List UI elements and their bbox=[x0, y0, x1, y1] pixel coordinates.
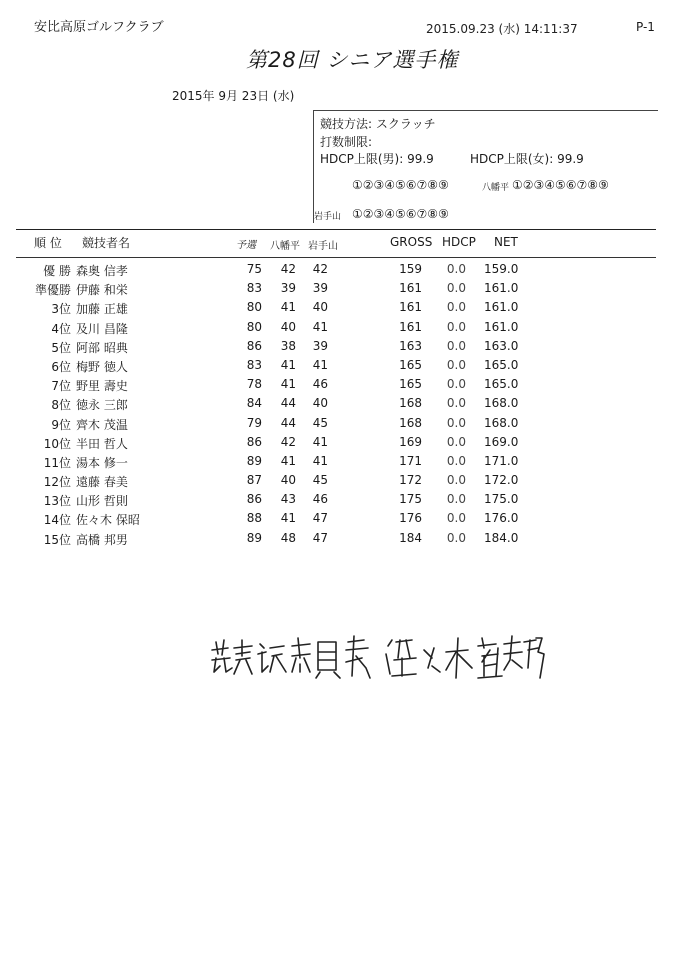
competitor-name: 佐々木 保昭 bbox=[76, 513, 140, 528]
col-gross-header: GROSS bbox=[390, 235, 433, 249]
competitor-name: 半田 哲人 bbox=[76, 436, 128, 451]
competitor-name: 徳永 三郎 bbox=[76, 398, 128, 413]
iwateyama-score: 40 bbox=[312, 300, 328, 315]
iwateyama-score: 45 bbox=[312, 415, 328, 430]
hachimantai-course-label: 八幡平 bbox=[482, 183, 510, 193]
competitor-name: 山形 哲則 bbox=[76, 494, 128, 509]
yosen-score: 83 bbox=[246, 281, 262, 296]
iwateyama-score: 40 bbox=[312, 396, 328, 411]
result-rank: 準優勝 bbox=[34, 283, 71, 298]
iwateyama-score: 45 bbox=[312, 473, 328, 488]
hdcp-value: 0.0 bbox=[446, 319, 466, 334]
table-row bbox=[0, 435, 680, 454]
signature bbox=[206, 628, 546, 702]
result-rank: 8位 bbox=[51, 398, 71, 413]
table-row bbox=[0, 300, 680, 319]
hdcp-value: 0.0 bbox=[446, 281, 466, 296]
hachimantai-score: 41 bbox=[280, 357, 296, 372]
result-rank: 6位 bbox=[51, 359, 71, 374]
handwritten-signature bbox=[206, 628, 546, 698]
hdcp-limit-male: HDCP上限(男): 99.9 bbox=[320, 152, 434, 166]
hachimantai-score: 41 bbox=[280, 300, 296, 315]
yosen-score: 86 bbox=[246, 492, 262, 507]
net-score: 161.0 bbox=[484, 319, 519, 334]
result-rank: 5位 bbox=[51, 340, 71, 355]
net-score: 168.0 bbox=[484, 396, 519, 411]
net-score: 169.0 bbox=[484, 434, 519, 449]
hachimantai-score: 40 bbox=[280, 473, 296, 488]
competitor-name: 加藤 正雄 bbox=[76, 302, 128, 317]
yosen-score: 80 bbox=[246, 300, 262, 315]
col-yosen-header: 予選 bbox=[236, 240, 256, 251]
hdcp-value: 0.0 bbox=[446, 396, 466, 411]
hole-circles-hachimantai: ①②③④⑤⑥⑦⑧⑨ bbox=[512, 178, 609, 192]
competition-method: 競技方法: スクラッチ bbox=[320, 117, 436, 131]
col-rank-header: 順 位 bbox=[34, 236, 62, 250]
page-title: 第28回 シニア選手権 bbox=[246, 48, 459, 72]
iwateyama-score: 41 bbox=[312, 319, 328, 334]
iwateyama-course-label: 岩手山 bbox=[314, 212, 342, 222]
iwateyama-score: 47 bbox=[312, 530, 328, 545]
yosen-score: 89 bbox=[246, 530, 262, 545]
net-score: 176.0 bbox=[484, 511, 519, 526]
yosen-score: 86 bbox=[246, 434, 262, 449]
gross-score: 165 bbox=[399, 377, 422, 392]
yosen-score: 80 bbox=[246, 319, 262, 334]
table-row bbox=[0, 358, 680, 377]
hole-circles-iwateyama: ①②③④⑤⑥⑦⑧⑨ bbox=[352, 207, 449, 221]
hdcp-value: 0.0 bbox=[446, 511, 466, 526]
hdcp-value: 0.0 bbox=[446, 377, 466, 392]
hachimantai-score: 42 bbox=[280, 434, 296, 449]
result-rank: 11位 bbox=[43, 455, 71, 470]
col-net-header: NET bbox=[494, 235, 518, 249]
net-score: 161.0 bbox=[484, 300, 519, 315]
hdcp-value: 0.0 bbox=[446, 357, 466, 372]
net-score: 165.0 bbox=[484, 377, 519, 392]
col-hachimantai-header: 八幡平 bbox=[270, 241, 300, 252]
result-rank: 15位 bbox=[43, 532, 71, 547]
gross-score: 168 bbox=[399, 396, 422, 411]
result-rank: 4位 bbox=[51, 321, 71, 336]
iwateyama-score: 46 bbox=[312, 377, 328, 392]
page-number: P-1 bbox=[636, 20, 655, 34]
table-row bbox=[0, 281, 680, 300]
col-iwateyama-header: 岩手山 bbox=[308, 241, 338, 252]
table-row bbox=[0, 473, 680, 492]
competitor-name: 阿部 昭典 bbox=[76, 340, 128, 355]
iwateyama-score: 41 bbox=[312, 357, 328, 372]
hachimantai-score: 41 bbox=[280, 511, 296, 526]
net-score: 171.0 bbox=[484, 453, 519, 468]
iwateyama-score: 39 bbox=[312, 281, 328, 296]
gross-score: 161 bbox=[399, 319, 422, 334]
hdcp-value: 0.0 bbox=[446, 492, 466, 507]
result-rank: 14位 bbox=[43, 513, 71, 528]
net-score: 161.0 bbox=[484, 281, 519, 296]
result-rank: 12位 bbox=[43, 475, 71, 490]
competitor-name: 遠藤 春美 bbox=[76, 475, 128, 490]
stroke-limit: 打数制限: bbox=[320, 135, 373, 149]
yosen-score: 86 bbox=[246, 338, 262, 353]
hachimantai-score: 42 bbox=[280, 262, 296, 276]
results-table bbox=[0, 262, 680, 550]
hdcp-value: 0.0 bbox=[446, 473, 466, 488]
col-hdcp-header: HDCP bbox=[442, 235, 476, 249]
net-score: 184.0 bbox=[484, 530, 519, 545]
table-row bbox=[0, 492, 680, 511]
result-rank: 7位 bbox=[51, 379, 71, 394]
net-score: 172.0 bbox=[484, 473, 519, 488]
table-row bbox=[0, 262, 680, 281]
net-score: 175.0 bbox=[484, 492, 519, 507]
yosen-score: 78 bbox=[246, 377, 262, 392]
hachimantai-score: 41 bbox=[280, 453, 296, 468]
competitor-name: 伊藤 和栄 bbox=[76, 283, 128, 298]
gross-score: 161 bbox=[399, 281, 422, 296]
table-row bbox=[0, 320, 680, 339]
iwateyama-score: 41 bbox=[312, 434, 328, 449]
competitor-name: 野里 壽史 bbox=[76, 379, 128, 394]
gross-score: 171 bbox=[399, 453, 422, 468]
competitor-name: 森奥 信孝 bbox=[76, 264, 128, 278]
table-row bbox=[0, 531, 680, 550]
gross-score: 172 bbox=[399, 473, 422, 488]
competitor-name: 高橋 邦男 bbox=[76, 532, 128, 547]
hole-circles-out: ①②③④⑤⑥⑦⑧⑨ bbox=[352, 178, 449, 192]
table-top-rule bbox=[16, 229, 656, 230]
print-timestamp: 2015.09.23 (水) 14:11:37 bbox=[426, 22, 578, 36]
yosen-score: 87 bbox=[246, 473, 262, 488]
gross-score: 176 bbox=[399, 511, 422, 526]
iwateyama-score: 42 bbox=[312, 262, 328, 276]
table-row bbox=[0, 377, 680, 396]
hdcp-value: 0.0 bbox=[446, 262, 466, 276]
hachimantai-score: 44 bbox=[280, 415, 296, 430]
gross-score: 168 bbox=[399, 415, 422, 430]
hdcp-value: 0.0 bbox=[446, 434, 466, 449]
gross-score: 163 bbox=[399, 338, 422, 353]
hachimantai-score: 39 bbox=[280, 281, 296, 296]
hdcp-value: 0.0 bbox=[446, 338, 466, 353]
gross-score: 169 bbox=[399, 434, 422, 449]
iwateyama-score: 47 bbox=[312, 511, 328, 526]
club-name: 安比高原ゴルフクラブ bbox=[34, 20, 164, 35]
result-rank: 3位 bbox=[51, 302, 71, 317]
table-row bbox=[0, 511, 680, 530]
competitor-name: 及川 昌隆 bbox=[76, 321, 128, 336]
hachimantai-score: 44 bbox=[280, 396, 296, 411]
net-score: 168.0 bbox=[484, 415, 519, 430]
result-rank: 10位 bbox=[43, 436, 71, 451]
competitor-name: 梅野 徳人 bbox=[76, 359, 128, 374]
hdcp-value: 0.0 bbox=[446, 300, 466, 315]
hachimantai-score: 48 bbox=[280, 530, 296, 545]
net-score: 165.0 bbox=[484, 357, 519, 372]
yosen-score: 84 bbox=[246, 396, 262, 411]
yosen-score: 79 bbox=[246, 415, 262, 430]
table-row bbox=[0, 454, 680, 473]
gross-score: 159 bbox=[399, 262, 422, 276]
yosen-score: 83 bbox=[246, 357, 262, 372]
competitor-name: 齊木 茂温 bbox=[76, 417, 128, 432]
header-rule bbox=[16, 257, 656, 258]
hdcp-limit-female: HDCP上限(女): 99.9 bbox=[470, 152, 584, 166]
table-row bbox=[0, 396, 680, 415]
gross-score: 184 bbox=[399, 530, 422, 545]
hdcp-value: 0.0 bbox=[446, 530, 466, 545]
yosen-score: 89 bbox=[246, 453, 262, 468]
yosen-score: 75 bbox=[246, 262, 262, 276]
gross-score: 161 bbox=[399, 300, 422, 315]
iwateyama-score: 39 bbox=[312, 338, 328, 353]
gross-score: 175 bbox=[399, 492, 422, 507]
result-rank: 9位 bbox=[51, 417, 71, 432]
iwateyama-score: 41 bbox=[312, 453, 328, 468]
table-row bbox=[0, 339, 680, 358]
result-rank: 13位 bbox=[43, 494, 71, 509]
hdcp-value: 0.0 bbox=[446, 453, 466, 468]
yosen-score: 88 bbox=[246, 511, 262, 526]
net-score: 159.0 bbox=[484, 262, 519, 276]
table-row bbox=[0, 416, 680, 435]
event-date: 2015年 9月 23日 (水) bbox=[172, 89, 295, 103]
hachimantai-score: 40 bbox=[280, 319, 296, 334]
competitor-name: 湯本 修一 bbox=[76, 455, 128, 470]
result-rank: 優 勝 bbox=[43, 264, 71, 278]
hachimantai-score: 43 bbox=[280, 492, 296, 507]
gross-score: 165 bbox=[399, 357, 422, 372]
hdcp-value: 0.0 bbox=[446, 415, 466, 430]
net-score: 163.0 bbox=[484, 338, 519, 353]
iwateyama-score: 46 bbox=[312, 492, 328, 507]
col-name-header: 競技者名 bbox=[82, 236, 131, 250]
hachimantai-score: 41 bbox=[280, 377, 296, 392]
hachimantai-score: 38 bbox=[280, 338, 296, 353]
